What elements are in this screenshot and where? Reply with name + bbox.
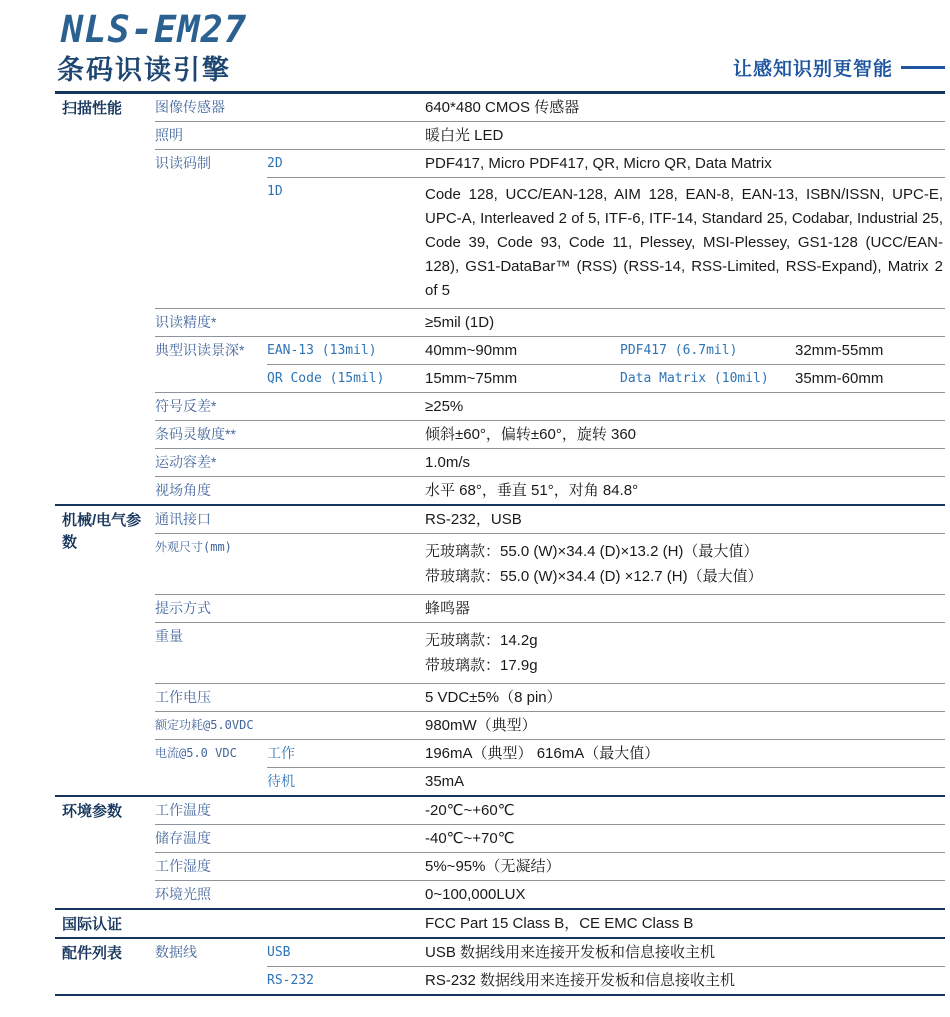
spec-value: 640*480 CMOS 传感器 <box>425 99 580 116</box>
attr-label: 重量 <box>155 628 183 644</box>
spec-value: ≥5mil (1D) <box>425 314 495 331</box>
product-title: 条码识读引擎 <box>57 55 231 85</box>
row-content <box>267 393 945 420</box>
row-content <box>267 910 945 937</box>
sub-row <box>267 623 945 683</box>
spec-row <box>155 939 945 994</box>
spec-row <box>155 594 945 622</box>
row-content <box>267 881 945 908</box>
spec-value <box>425 623 945 683</box>
spec-value: Code 128, UCC/EAN-128, AIM 128, EAN-8, EAN-13, ISBN/ISSN, UPC-E, UPC-A, Interleaved 2 of 5, ITF-6, ITF-14, Standard 25, Codabar, Industrial 25, Code 39, Code 93, Code 11, Plessey, MSI-Plessey, GS1-128 (UCC/EAN-128), GS1-DataBar™ (RSS) (RSS-14, RSS-Limited, RSS-Expand), Matrix 2 of 5 <box>425 186 943 299</box>
sub-row <box>267 595 945 622</box>
sub-row <box>267 684 945 711</box>
value-line: 无玻璃款：14.2g <box>425 632 538 649</box>
spec-value-secondary: 32mm-55mm <box>795 342 884 359</box>
sub-label: USB <box>267 945 291 960</box>
row-content <box>267 309 945 336</box>
attr-label: 提示方式 <box>155 600 211 616</box>
spec-row <box>155 94 945 121</box>
section-rows <box>155 797 945 908</box>
spec-row <box>155 121 945 149</box>
spec-section <box>55 939 945 996</box>
attr-label: 典型识读景深* <box>155 342 245 358</box>
attr-label: 条码灵敏度** <box>155 426 236 442</box>
spec-value: 蜂鸣器 <box>425 600 471 617</box>
attr-label: 数据线 <box>155 944 197 960</box>
attr-label: 识读码制 <box>155 155 211 171</box>
spec-section <box>55 910 945 939</box>
sub-label <box>267 309 425 336</box>
row-content <box>267 122 945 149</box>
spec-value <box>425 534 945 594</box>
spec-row <box>155 683 945 711</box>
spec-row <box>155 711 945 739</box>
category-label: 机械/电气参数 <box>62 512 142 551</box>
spec-value: RS-232，USB <box>425 511 522 528</box>
category-label: 配件列表 <box>62 945 123 962</box>
sub-label <box>267 477 425 504</box>
sub-label <box>267 122 425 149</box>
row-content <box>267 595 945 622</box>
sub-label <box>267 881 425 908</box>
value-line: 带玻璃款：17.9g <box>425 657 538 674</box>
sub-label: 待机 <box>267 773 295 789</box>
sub-label <box>267 623 425 683</box>
spec-value: 水平 68°，垂直 51°，对角 84.8° <box>425 482 639 499</box>
attr-label <box>155 910 267 937</box>
sub-row <box>267 767 945 795</box>
sub-label <box>267 853 425 880</box>
row-content <box>267 712 945 739</box>
sub-row <box>267 94 945 121</box>
spec-row <box>155 448 945 476</box>
sub-label: RS-232 <box>267 973 314 988</box>
spec-value: -40℃~+70℃ <box>425 830 515 847</box>
sub-label <box>267 506 425 533</box>
section-rows <box>155 94 945 504</box>
sub-label <box>267 595 425 622</box>
row-content <box>267 623 945 683</box>
sub-row <box>267 421 945 448</box>
sub-label: QR Code (15mil) <box>267 371 385 386</box>
spec-value: 196mA（典型） 616mA（最大值） <box>425 745 660 762</box>
spec-section <box>55 797 945 910</box>
sub-row <box>267 122 945 149</box>
attr-label: 工作电压 <box>155 689 211 705</box>
attr-label: 额定功耗@5.0VDC <box>155 718 254 732</box>
spec-value: 980mW（典型） <box>425 717 537 734</box>
spec-value: 5%~95%（无凝结） <box>425 858 561 875</box>
row-content <box>267 825 945 852</box>
sub-label <box>267 449 425 476</box>
spec-value: 0~100,000LUX <box>425 886 526 903</box>
sub-label: 1D <box>267 184 283 199</box>
attr-label: 电流@5.0 VDC <box>155 746 237 760</box>
sub-label: EAN-13 (13mil) <box>267 343 377 358</box>
sub-label: 2D <box>267 156 283 171</box>
value-line: 无玻璃款：55.0 (W)×34.4 (D)×13.2 (H)（最大值） <box>425 543 759 560</box>
spec-value: PDF417, Micro PDF417, QR, Micro QR, Data Matrix <box>425 155 772 172</box>
attr-label: 工作湿度 <box>155 858 211 874</box>
product-model: NLS-EM27 <box>61 8 248 51</box>
spec-value: FCC Part 15 Class B，CE EMC Class B <box>425 915 694 932</box>
sub-row <box>267 825 945 852</box>
sub-row <box>267 393 945 420</box>
sub-row <box>267 910 945 937</box>
spec-value: RS-232 数据线用来连接开发板和信息接收主机 <box>425 972 736 989</box>
row-content <box>267 337 945 392</box>
sub-row <box>267 797 945 824</box>
attr-label: 视场角度 <box>155 482 211 498</box>
sub-label <box>267 684 425 711</box>
sub-label <box>267 797 425 824</box>
row-content <box>267 939 945 994</box>
category-label: 扫描性能 <box>62 100 123 117</box>
row-content <box>267 534 945 594</box>
sub-label <box>267 393 425 420</box>
category-label: 环境参数 <box>62 803 123 820</box>
sub-label <box>267 712 425 739</box>
tagline-wrap <box>733 54 945 81</box>
row-content <box>267 797 945 824</box>
sub-row <box>267 177 945 308</box>
sub-label <box>267 910 425 937</box>
sub-row <box>267 740 945 767</box>
sub-row <box>267 449 945 476</box>
row-content <box>267 421 945 448</box>
spec-row <box>155 336 945 392</box>
section-rows <box>155 910 945 937</box>
spec-row <box>155 506 945 533</box>
spec-value: -20℃~+60℃ <box>425 802 515 819</box>
header-row <box>55 54 945 94</box>
spec-value-primary: 40mm~90mm <box>425 342 518 359</box>
spec-value: 倾斜±60°，偏转±60°，旋转 360 <box>425 426 637 443</box>
spec-value: 1.0m/s <box>425 454 471 471</box>
tagline: 让感知识别更智能 <box>732 59 893 80</box>
spec-value-secondary: 35mm-60mm <box>795 370 884 387</box>
spec-row <box>155 533 945 594</box>
masthead <box>55 0 945 94</box>
sub-row <box>267 939 945 966</box>
spec-row <box>155 476 945 504</box>
sub-row <box>267 712 945 739</box>
attr-label: 照明 <box>155 127 183 143</box>
attr-label: 图像传感器 <box>155 99 225 115</box>
sub-label <box>267 825 425 852</box>
spec-section <box>55 94 945 506</box>
row-content <box>267 684 945 711</box>
spec-section <box>55 506 945 797</box>
sub-row <box>267 364 945 392</box>
spec-row <box>155 910 945 937</box>
sub-row <box>267 534 945 594</box>
row-content <box>267 853 945 880</box>
spec-row <box>155 392 945 420</box>
sub-row <box>267 477 945 504</box>
row-content <box>267 150 945 308</box>
sub-row <box>267 966 945 994</box>
attr-label: 通讯接口 <box>155 511 211 527</box>
spec-value: 暖白光 LED <box>425 127 504 144</box>
tagline-dash-rule <box>901 66 945 69</box>
spec-value: USB 数据线用来连接开发板和信息接收主机 <box>425 944 716 961</box>
spec-table <box>55 94 945 996</box>
row-content <box>267 740 945 795</box>
spec-row <box>155 420 945 448</box>
sub-row <box>267 881 945 908</box>
spec-value-primary: 15mm~75mm <box>425 370 518 387</box>
attr-label: 环境光照 <box>155 886 211 902</box>
spec-value: ≥25% <box>425 398 464 415</box>
spec-row <box>155 149 945 308</box>
sub-label: 工作 <box>267 745 295 761</box>
value-line: 带玻璃款：55.0 (W)×34.4 (D) ×12.7 (H)（最大值） <box>425 568 763 585</box>
sub-label <box>267 94 425 121</box>
spec-row <box>155 852 945 880</box>
attr-label: 外观尺寸(mm) <box>155 540 232 554</box>
spec-value: 5 VDC±5%（8 pin） <box>425 689 562 706</box>
spec-row <box>155 797 945 824</box>
sub-row <box>267 337 945 364</box>
spec-row <box>155 824 945 852</box>
spec-value <box>425 365 945 392</box>
spec-row <box>155 880 945 908</box>
attr-label: 运动容差* <box>155 454 217 470</box>
spec-row <box>155 739 945 795</box>
attr-label: 符号反差* <box>155 398 217 414</box>
attr-label: 工作温度 <box>155 802 211 818</box>
sub-label-secondary: Data Matrix (10mil) <box>620 371 769 386</box>
sub-label-secondary: PDF417 (6.7mil) <box>620 343 738 358</box>
sub-row <box>267 506 945 533</box>
spec-value: 35mA <box>425 773 465 790</box>
row-content <box>267 477 945 504</box>
row-content <box>267 449 945 476</box>
attr-label: 储存温度 <box>155 830 211 846</box>
spec-value <box>425 337 945 364</box>
attr-label: 识读精度* <box>155 314 217 330</box>
sub-row <box>267 853 945 880</box>
spec-row <box>155 622 945 683</box>
spec-row <box>155 308 945 336</box>
row-content <box>267 506 945 533</box>
category-label: 国际认证 <box>62 916 123 933</box>
sub-label <box>267 534 425 594</box>
sub-label <box>267 421 425 448</box>
section-rows <box>155 506 945 795</box>
sub-row <box>267 150 945 177</box>
sub-row <box>267 309 945 336</box>
section-rows <box>155 939 945 994</box>
row-content <box>267 94 945 121</box>
